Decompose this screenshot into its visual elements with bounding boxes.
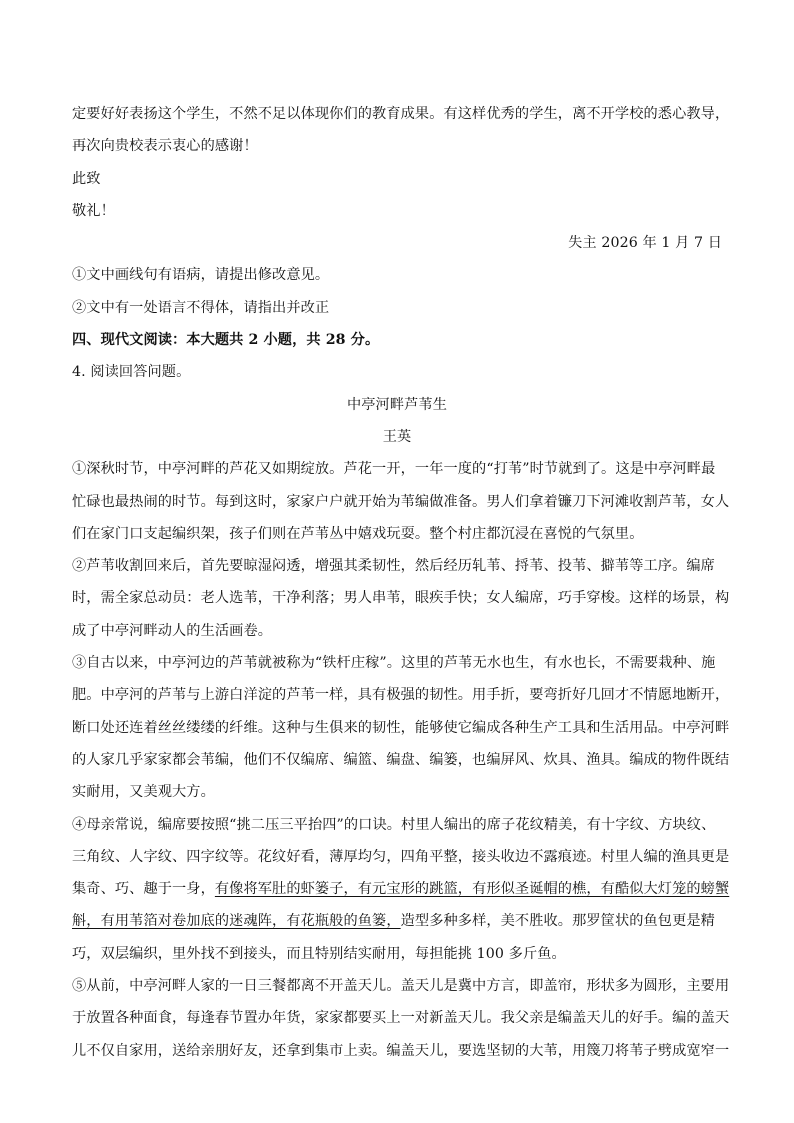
paragraph-4-line: ④母亲常说，编席要按照“挑二压三平抬四”的口诀。村里人编出的席子花纹精美，有十字纹、方块纹、 bbox=[72, 816, 716, 833]
underlined-sentence: 斛，有用苇箔对卷加底的迷魂阵，有花瓶般的鱼篓， bbox=[72, 913, 401, 930]
document-body bbox=[72, 98, 730, 1067]
paragraph-4-text: 造型多种多样，美不胜收。那罗筐状的鱼包更是精 bbox=[400, 913, 715, 930]
paragraph-4-line bbox=[72, 905, 722, 937]
paragraph-1-line: ①深秋时节，中亭河畔的芦花又如期绽放。芦花一开，一年一度的“打苇”时节就到了。这是中亭河畔最 bbox=[72, 461, 716, 478]
paragraph-3-line: 的人家几乎家家都会苇编，他们不仅编席、编篮、编盘、编篓，也编屏风、炊具、渔具。编成的物件既结 bbox=[72, 751, 730, 768]
letter-line-2: 再次向贵校表示衷心的感谢！ bbox=[72, 138, 258, 155]
section-instruction: 4. 阅读回答问题。 bbox=[72, 364, 191, 381]
paragraph-3-line: 断口处还连着丝丝缕缕的纤维。这种与生俱来的韧性，能够使它编成各种生产工具和生活用品。中亭河畔 bbox=[72, 719, 730, 736]
paragraph-3-line: 肥。中亭河的芦苇与上游白洋淀的芦苇一样，具有极强的韧性。用手折，要弯折好几回才不情愿地断开， bbox=[72, 687, 730, 704]
question-1: ①文中画线句有语病，请提出修改意见。 bbox=[72, 267, 330, 284]
paragraph-5-line: 儿不仅自家用，送给亲朋好友，还拿到集市上卖。编盖天儿，要选坚韧的大苇，用篾刀将苇子劈成宽窄一 bbox=[72, 1042, 730, 1059]
section-header: 四、现代文阅读：本大题共 2 小题，共 28 分。 bbox=[72, 332, 380, 349]
paragraph-4-text: 集奇、巧、趣于一身， bbox=[72, 881, 215, 898]
paragraph-2-line: 成了中亭河畔动人的生活画卷。 bbox=[72, 622, 273, 639]
paragraph-5-line: ⑤从前，中亭河畔人家的一日三餐都离不开盖天儿。盖天儿是冀中方言，即盖帘，形状多为圆形，主要用 bbox=[72, 978, 730, 995]
letter-line-1: 定要好好表扬这个学生，不然不足以体现你们的教育成果。有这样优秀的学生，离不开学校的悉心教导， bbox=[72, 106, 730, 122]
paragraph-2-line: ②芦苇收割回来后，首先要晾湿闷透，增强其柔韧性，然后经历轧苇、捋苇、投苇、擗苇等工序。编席 bbox=[72, 558, 715, 575]
letter-signature: 失主 2026 年 1 月 7 日 bbox=[568, 235, 722, 252]
question-2: ②文中有一处语言不得体，请指出并改正 bbox=[72, 299, 330, 316]
paragraph-2-line: 时，需全家总动员：老人选苇，干净利落；男人串苇，眼疾手快；女人编席，巧手穿梭。这样的场景，构 bbox=[72, 590, 730, 607]
letter-closing-2: 敬礼！ bbox=[72, 202, 115, 219]
underlined-sentence: 有像将军肚的虾篓子，有元宝形的跳篮，有形似圣诞帽的樵，有酷似大灯笼的螃蟹 bbox=[214, 881, 730, 898]
paragraph-4-line: 三角纹、人字纹、四字纹等。花纹好看，薄厚均匀，四角平整，接头收边不露痕迹。村里人编的渔具更是 bbox=[72, 848, 730, 865]
paragraph-3-line: ③自古以来，中亭河边的芦苇就被称为“铁杆庄稼”。这里的芦苇无水也生，有水也长，不需要栽种、施 bbox=[72, 655, 716, 672]
paragraph-5-line: 于放置各种面食，每逢春节置办年货，家家都要买上一对新盖天儿。我父亲是编盖天儿的好手。编的盖天 bbox=[72, 1010, 730, 1027]
paragraph-1-line: 忙碌也最热闹的时节。每到这时，家家户户就开始为苇编做准备。男人们拿着镰刀下河滩收割芦苇，女人 bbox=[72, 493, 730, 510]
article-author: 王英 bbox=[382, 428, 412, 445]
letter-closing-1: 此致 bbox=[72, 170, 101, 187]
paragraph-4-line bbox=[72, 873, 730, 905]
article-title: 中亭河畔芦苇生 bbox=[346, 396, 447, 413]
paragraph-1-line: 们在家门口支起编织架，孩子们则在芦苇丛中嬉戏玩耍。整个村庄都沉浸在喜悦的气氛里。 bbox=[72, 525, 644, 542]
paragraph-3-line: 实耐用，又美观大方。 bbox=[72, 784, 215, 801]
paragraph-4-line: 巧，双层编织，里外找不到接头，而且特别结实耐用，每担能挑 100 多斤鱼。 bbox=[72, 945, 566, 962]
